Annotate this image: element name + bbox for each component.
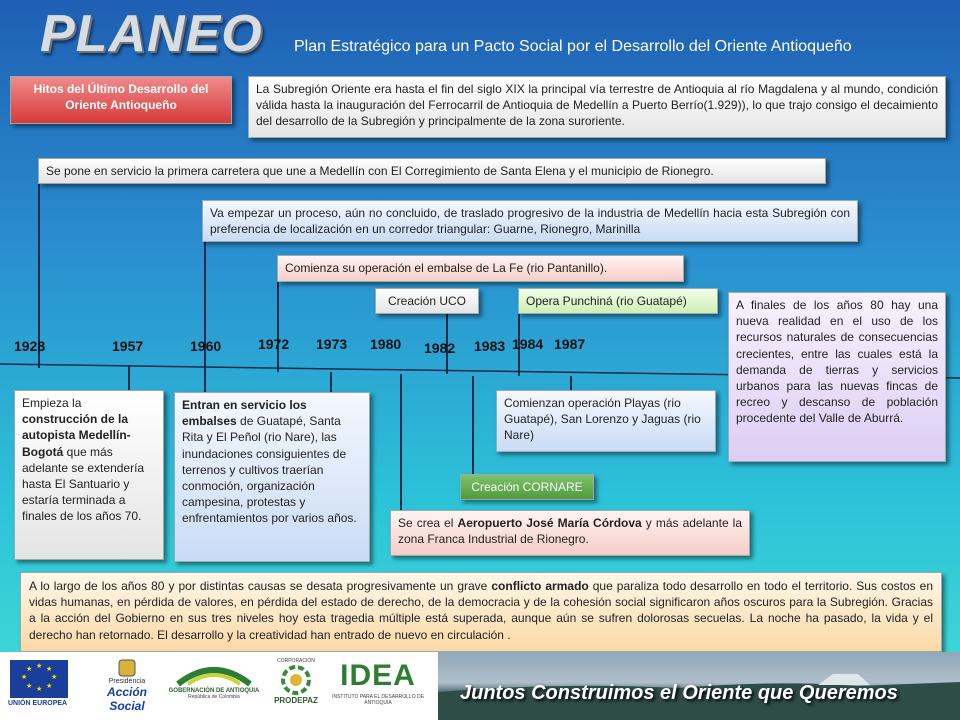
accion-social-label: Acción Social (106, 685, 147, 713)
connector-1957 (128, 366, 130, 390)
svg-text:★: ★ (26, 665, 33, 673)
event-1960-industry: Va empezar un proceso, aún no concluido, de traslado progresivo de la industria de Medellín hacia esta Subregión con preferencia de localización en un corredor triangular: Guarne, Rionegro, Marinilla (202, 200, 858, 242)
accion-social-logo (92, 658, 162, 714)
prodepaz-label: PRODEPAZ (274, 696, 318, 705)
idea-sublabel: INSTITUTO PARA EL DESARROLLO DE ANTIOQUIA (332, 694, 424, 706)
slogan: Juntos Construimos el Oriente que Queremos (460, 682, 898, 704)
intro-text: La Subregión Oriente era hasta el fin del siglo XIX la principal vía terrestre de Antioquia al río Magdalena y al mundo, condición válida hasta la inauguración del Ferrocarril de Antioquia de Medellín a Puerto Berrío(1.929)), lo que trajo consigo el decaimiento del desarrollo de la Subregión y principalmente de la zona suroriente. (248, 76, 946, 138)
gobernacion-logo (166, 658, 262, 714)
event-1957-pre: Empieza la (22, 396, 82, 410)
idea-logo (330, 658, 426, 714)
event-1980-pre: Se crea el (398, 516, 454, 530)
event-1980 (390, 510, 750, 556)
hitos-title: Hitos del Último Desarrollo del Oriente Antioqueño (10, 76, 232, 124)
event-1960b-bold: Entran en servicio los embalses (182, 398, 307, 429)
event-1928: Se pone en servicio la primera carretera que une a Medellín con El Corregimiento de Santa Elena y el municipio de Rionegro. (38, 158, 826, 184)
connector-1980 (400, 374, 402, 512)
year-label: 1973 (316, 336, 348, 352)
prodepaz-logo (268, 658, 324, 714)
gobernacion-emblem-icon (174, 658, 254, 688)
year-label: 1983 (474, 338, 506, 354)
svg-text:★: ★ (26, 682, 33, 690)
event-1960b-post: de Guatapé, Santa Rita y El Peñol (rio Nare), las inundaciones consiguientes de terrenos y cultivos traerían conmoción, organización campesina, protestas y enfrentamientos por varios años. (182, 414, 357, 526)
svg-text:★: ★ (36, 685, 43, 693)
planeo-logo: PLANEO (40, 5, 263, 63)
eu-label: UNIÓN EUROPEA (8, 700, 68, 707)
event-1982-uco: Creación UCO (375, 288, 479, 314)
year-label: 1960 (190, 338, 222, 354)
eu-logo (8, 658, 72, 714)
connector-1972 (277, 280, 279, 372)
prodepaz-emblem-icon (280, 664, 312, 696)
event-1957-post: que más adelante se extendería hasta El Santuario y estaría terminada a finales de los años 70. (22, 444, 145, 524)
conflict-t2: que paraliza todo desarrollo en todo el territorio. Sus costos en vidas humanas, en pérdida de valores, en pérdida del estado de derecho, de la democracia y de la cohesión social significaron años oscuros para la Subregión. Gracias a la acción del Gobierno en sus tres niveles hoy esta tragedia múltiple está superada, aunque aún se sufren dolorosas secuelas. La noche ha pasado, la vida y el derecho han retornado. El desarrollo y la creatividad han entrado de nuevo en circulación . (29, 579, 934, 642)
event-1960-embalses (174, 392, 370, 562)
conflict-bold: conflicto armado (491, 579, 589, 593)
gobernacion-sublabel: República de Colombia (188, 694, 240, 700)
svg-text:★: ★ (46, 665, 53, 673)
connector-1983 (472, 376, 474, 476)
event-1957-bold: construcción de la autopista Medellín-Bogotá (22, 412, 131, 459)
event-1983-cornare: Creación CORNARE (460, 474, 594, 500)
event-1984: Opera Punchiná (rio Guatapé) (518, 288, 718, 314)
colombia-shield-icon (115, 658, 139, 678)
year-label: 1984 (512, 336, 544, 352)
event-1957 (14, 390, 164, 560)
year-label: 1957 (112, 338, 144, 354)
event-1980-post: y más adelante la zona Franca Industrial de Rionegro. (398, 516, 743, 547)
conflict-text (20, 572, 942, 652)
idea-label: IDEA (340, 659, 416, 692)
conflict-t1: A lo largo de los años 80 y por distintas causas se desata progresivamente un grave (29, 579, 488, 593)
svg-text:★: ★ (36, 662, 43, 670)
gobernacion-label: GOBERNACIÓN DE ANTIOQUIA (168, 688, 260, 694)
event-late-80s: A finales de los años 80 hay una nueva realidad en el uso de los recursos naturales de consecuencias crecientes, entre las cuales está la demanda de tierras y servicios urbanos para las nuevas fincas de recreo y descanso de población procedente del Valle de Aburrá. (728, 292, 946, 462)
event-1987: Comienzan operación Playas (rio Guatapé), San Lorenzo y Jaguas (rio Nare) (496, 390, 716, 452)
presidencia-label: Presidencia (108, 678, 146, 685)
connector-1960b (204, 368, 206, 394)
svg-text:★: ★ (46, 682, 53, 690)
event-1972: Comienza su operación el embalse de La Fe (rio Pantanillo). (277, 255, 684, 282)
year-label: 1987 (554, 336, 586, 352)
year-label: 1982 (424, 340, 456, 356)
year-label: 1972 (258, 336, 290, 352)
prodepaz-top-label: CORPORACIÓN (277, 658, 315, 664)
year-label: 1980 (370, 336, 402, 352)
svg-text:★: ★ (51, 673, 58, 681)
svg-text:★: ★ (21, 673, 28, 681)
event-1980-bold: Aeropuerto José María Córdova (457, 516, 642, 530)
page-subtitle: Plan Estratégico para un Pacto Social por el Desarrollo del Oriente Antioqueño (294, 38, 852, 55)
year-label: 1928 (14, 338, 46, 354)
